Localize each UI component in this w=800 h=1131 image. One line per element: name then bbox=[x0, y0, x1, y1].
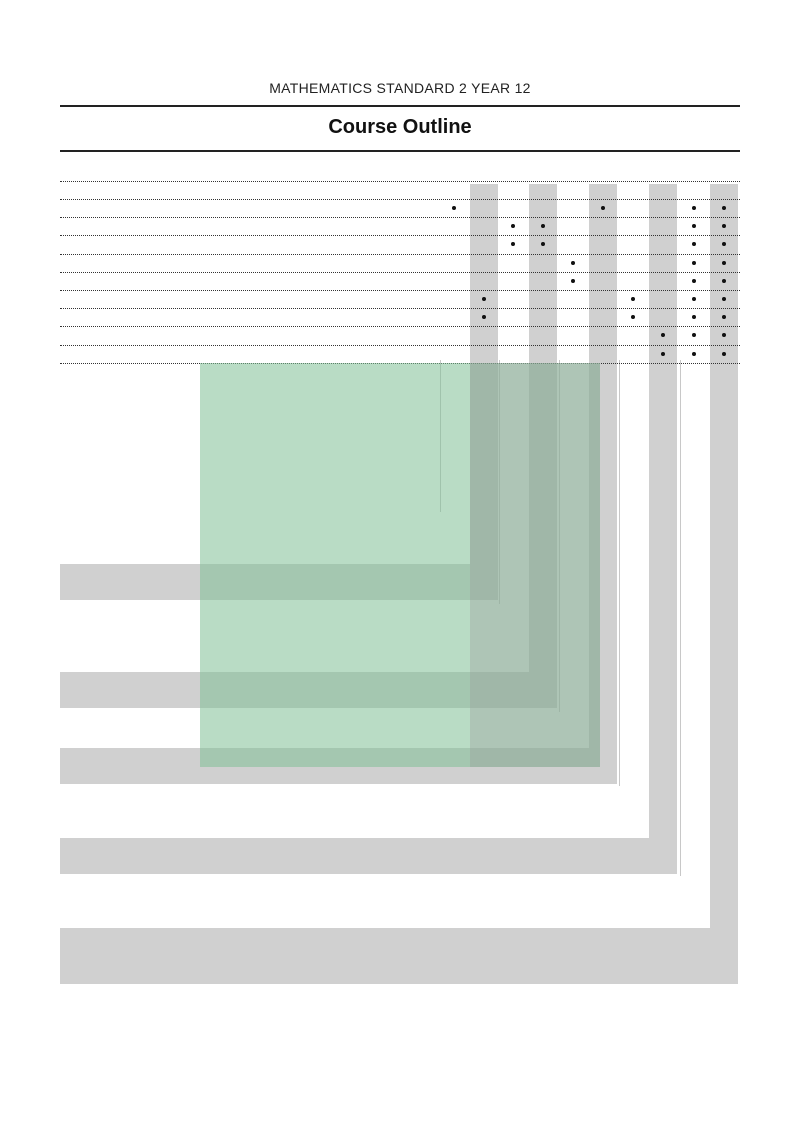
outcome-dot bbox=[511, 224, 515, 228]
outcome-dot bbox=[482, 297, 486, 301]
watermark-background-inner bbox=[470, 363, 600, 767]
page-title: Course Outline bbox=[328, 116, 472, 138]
outcome-dot bbox=[511, 242, 515, 246]
row-rule bbox=[60, 326, 740, 327]
outcome-column-guide-7 bbox=[619, 360, 620, 786]
outcome-dot bbox=[722, 352, 726, 356]
outcome-column-band-10 bbox=[710, 184, 738, 984]
outcome-dot bbox=[692, 261, 696, 265]
row-rule bbox=[60, 290, 740, 291]
page-header: MATHEMATICS STANDARD 2 YEAR 12 bbox=[269, 80, 531, 96]
outcome-dot bbox=[631, 297, 635, 301]
outcome-dot bbox=[722, 261, 726, 265]
outcome-dot bbox=[722, 279, 726, 283]
table-top-rule bbox=[60, 181, 740, 182]
outcome-dot bbox=[692, 333, 696, 337]
outcome-dot bbox=[692, 206, 696, 210]
outcome-connector-8 bbox=[60, 838, 677, 874]
outcome-dot bbox=[452, 206, 456, 210]
row-rule bbox=[60, 308, 740, 309]
row-rule bbox=[60, 345, 740, 346]
title-rule bbox=[60, 150, 740, 152]
outcome-dot bbox=[692, 242, 696, 246]
header-rule bbox=[60, 105, 740, 107]
outcome-dot bbox=[571, 261, 575, 265]
outcome-dot bbox=[692, 352, 696, 356]
header-row-rule bbox=[60, 199, 740, 200]
outcome-column-band-8 bbox=[649, 184, 677, 874]
outcome-dot bbox=[661, 352, 665, 356]
outcome-dot bbox=[722, 297, 726, 301]
outcome-dot bbox=[692, 224, 696, 228]
outcome-dot bbox=[692, 315, 696, 319]
outcome-dot bbox=[692, 279, 696, 283]
outcome-column-guide-9 bbox=[680, 360, 681, 876]
outcome-dot bbox=[601, 206, 605, 210]
outcome-dot bbox=[722, 206, 726, 210]
row-rule bbox=[60, 217, 740, 218]
outcome-dot bbox=[571, 279, 575, 283]
outcome-dot bbox=[692, 297, 696, 301]
row-rule bbox=[60, 272, 740, 273]
outcome-dot bbox=[631, 315, 635, 319]
row-rule bbox=[60, 235, 740, 236]
row-rule bbox=[60, 254, 740, 255]
outcome-connector-10 bbox=[60, 928, 738, 984]
